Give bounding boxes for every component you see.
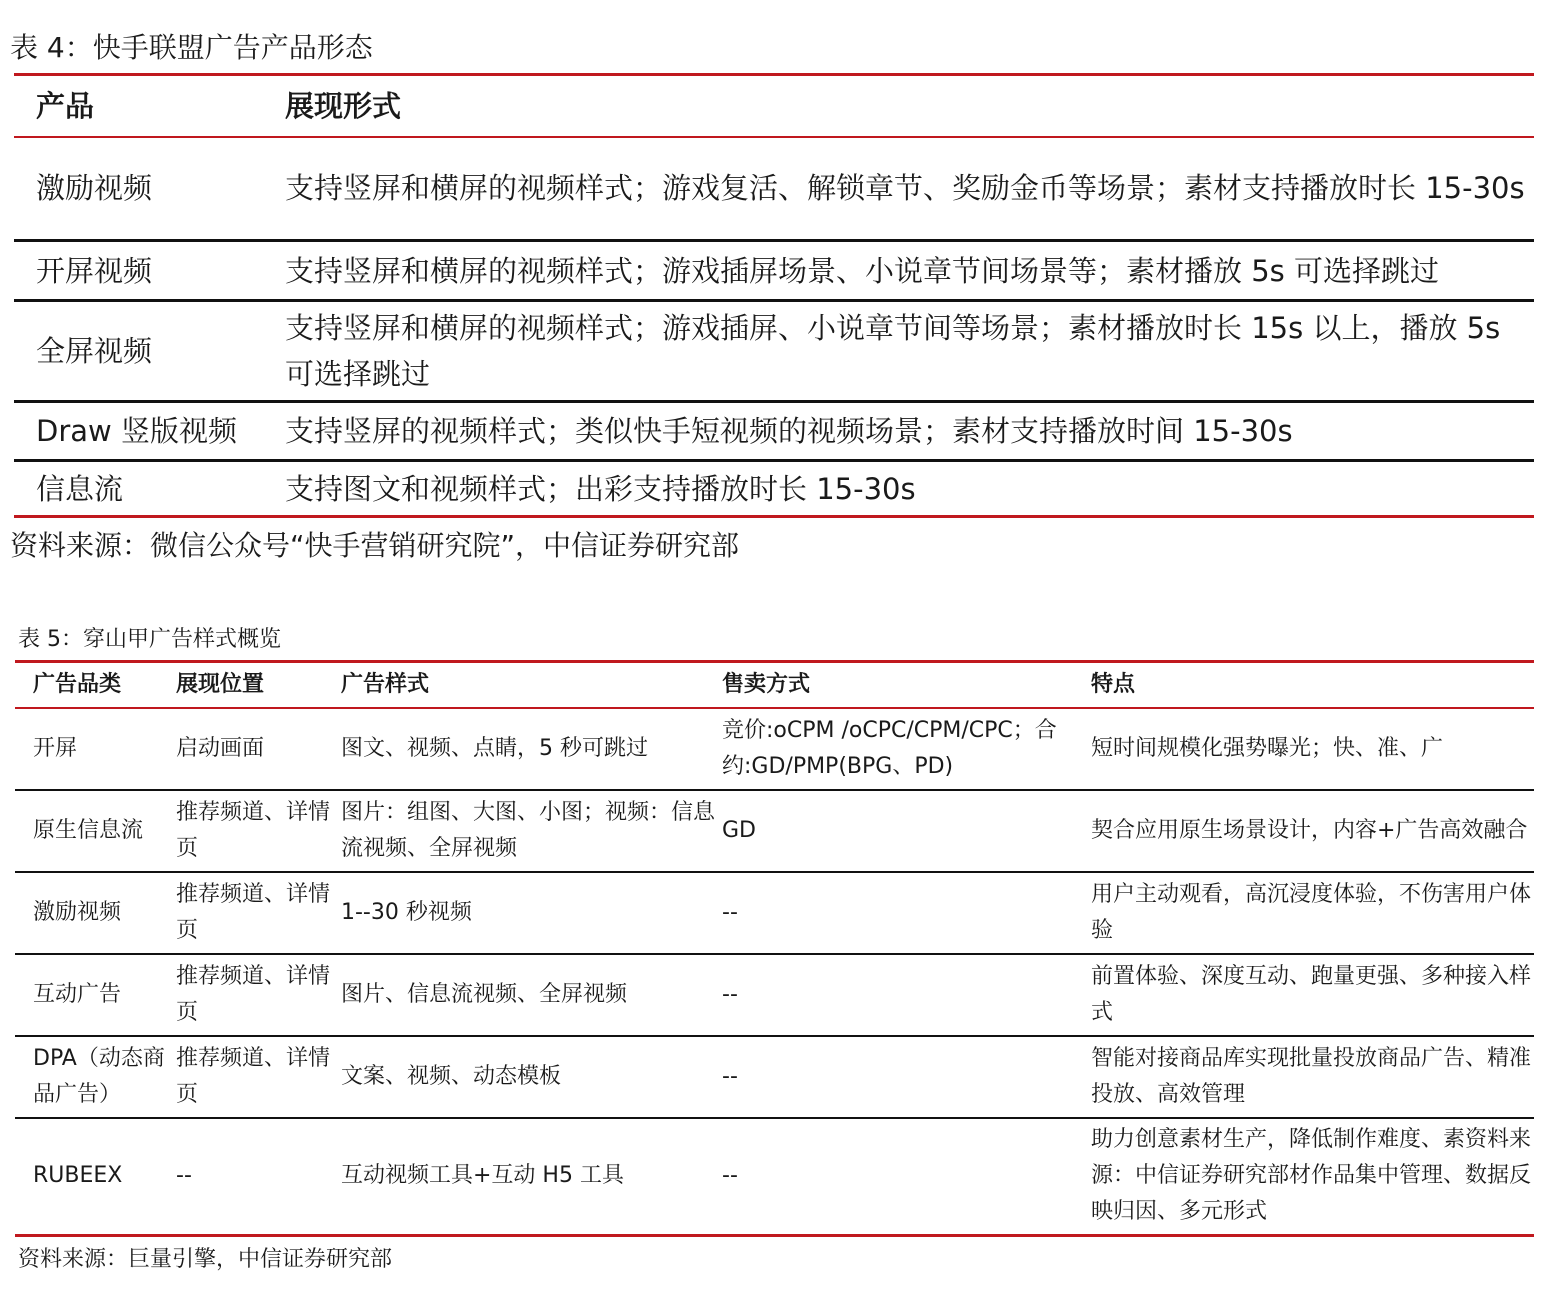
table5-header-style: 广告样式 xyxy=(341,671,430,697)
table5-feature-cell: 短时间规模化强势曝光；快、准、广 xyxy=(1091,735,1444,761)
table-row xyxy=(14,461,1534,517)
table5-category-cell: 原生信息流 xyxy=(33,817,144,843)
table5-style-cell: 1--30 秒视频 xyxy=(341,899,472,925)
table5-feature-cell: 智能对接商品库实现批量投放商品广告、精准投放、高效管理 xyxy=(1091,1045,1532,1107)
table4-display-cell: 支持竖屏和横屏的视频样式；游戏插屏、小说章节间等场景；素材播放时长 15s 以上，播放 5s 可选择跳过 xyxy=(285,311,1501,391)
table5-position-cell: 推荐频道、详情页 xyxy=(176,881,331,943)
table5-sale-cell: -- xyxy=(722,899,738,925)
table-row xyxy=(15,954,1534,1036)
table5-style-cell: 图片：组图、大图、小图；视频：信息流视频、全屏视频 xyxy=(341,799,716,861)
table4-product-cell: 开屏视频 xyxy=(36,253,153,288)
table4-title: 表 4：快手联盟广告产品形态 xyxy=(10,31,373,64)
table5-header-sale: 售卖方式 xyxy=(722,671,811,697)
table5-header-feature: 特点 xyxy=(1091,671,1136,697)
table-row xyxy=(14,402,1534,461)
table5-header-position: 展现位置 xyxy=(176,671,265,697)
table4-source: 资料来源：微信公众号“快手营销研究院”，中信证券研究部 xyxy=(10,529,740,562)
table5-style-cell: 图文、视频、点睛，5 秒可跳过 xyxy=(341,735,648,761)
table5-style-cell: 文案、视频、动态模板 xyxy=(341,1063,562,1089)
table-row xyxy=(15,1118,1534,1236)
table4-display-cell: 支持图文和视频样式；出彩支持播放时长 15-30s xyxy=(285,471,916,506)
table4 xyxy=(14,73,1534,518)
table4-display-cell: 支持竖屏的视频样式；类似快手短视频的视频场景；素材支持播放时间 15-30s xyxy=(285,414,1293,448)
table5-feature-cell: 助力创意素材生产，降低制作难度、素资料来源：中信证券研究部材作品集中管理、数据反映归因、多元形式 xyxy=(1091,1127,1532,1225)
table5-sale-cell: 竞价:oCPM /oCPC/CPM/CPC；合约:GD/PMP(BPG、PD) xyxy=(722,717,1057,779)
table5-position-cell: 推荐频道、详情页 xyxy=(176,1045,331,1107)
table4-header-row xyxy=(14,75,1534,137)
table-row xyxy=(14,137,1534,241)
table5-position-cell: 启动画面 xyxy=(176,735,265,761)
table4-product-cell: 信息流 xyxy=(36,471,124,506)
table4-product-cell: 全屏视频 xyxy=(36,334,153,368)
table5-position-cell: -- xyxy=(176,1163,192,1189)
table-row xyxy=(15,872,1534,954)
table5-category-cell: 开屏 xyxy=(33,735,78,761)
table5-position-cell: 推荐频道、详情页 xyxy=(176,799,331,861)
table5-style-cell: 互动视频工具+互动 H5 工具 xyxy=(341,1163,624,1189)
table5-sale-cell: GD xyxy=(722,817,756,843)
table-row xyxy=(14,301,1534,402)
table-row xyxy=(15,1036,1534,1118)
table5-header-category: 广告品类 xyxy=(33,671,122,697)
table5-sale-cell: -- xyxy=(722,981,738,1007)
table5-title: 表 5：穿山甲广告样式概览 xyxy=(18,627,281,652)
table5-category-cell: RUBEEX xyxy=(33,1163,123,1189)
table5-header-row xyxy=(15,662,1534,708)
table5-category-cell: 激励视频 xyxy=(33,899,122,925)
table5 xyxy=(15,660,1534,1237)
table4-product-cell: 激励视频 xyxy=(36,171,153,206)
table5-position-cell: 推荐频道、详情页 xyxy=(176,963,331,1025)
table5-feature-cell: 前置体验、深度互动、跑量更强、多种接入样式 xyxy=(1091,963,1532,1025)
table5-sale-cell: -- xyxy=(722,1163,738,1189)
table5-category-cell: 互动广告 xyxy=(33,981,122,1007)
table5-category-cell: DPA（动态商品广告） xyxy=(33,1045,165,1107)
table-row xyxy=(14,241,1534,301)
table-row xyxy=(15,708,1534,790)
table5-style-cell: 图片、信息流视频、全屏视频 xyxy=(341,981,628,1007)
table5-feature-cell: 用户主动观看，高沉浸度体验，不伤害用户体验 xyxy=(1091,881,1532,943)
table5-source: 资料来源：巨量引擎，中信证券研究部 xyxy=(18,1247,393,1272)
table5-sale-cell: -- xyxy=(722,1063,738,1089)
table4-display-cell: 支持竖屏和横屏的视频样式；游戏插屏场景、小说章节间场景等；素材播放 5s 可选择跳过 xyxy=(285,253,1439,288)
table4-header-product: 产品 xyxy=(36,88,95,123)
table-row xyxy=(15,790,1534,872)
table4-product-cell: Draw 竖版视频 xyxy=(36,414,237,448)
table4-header-display: 展现形式 xyxy=(285,88,402,123)
table4-display-cell: 支持竖屏和横屏的视频样式；游戏复活、解锁章节、奖励金币等场景；素材支持播放时长 15-30s xyxy=(285,171,1525,206)
table5-feature-cell: 契合应用原生场景设计，内容+广告高效融合 xyxy=(1091,817,1528,843)
